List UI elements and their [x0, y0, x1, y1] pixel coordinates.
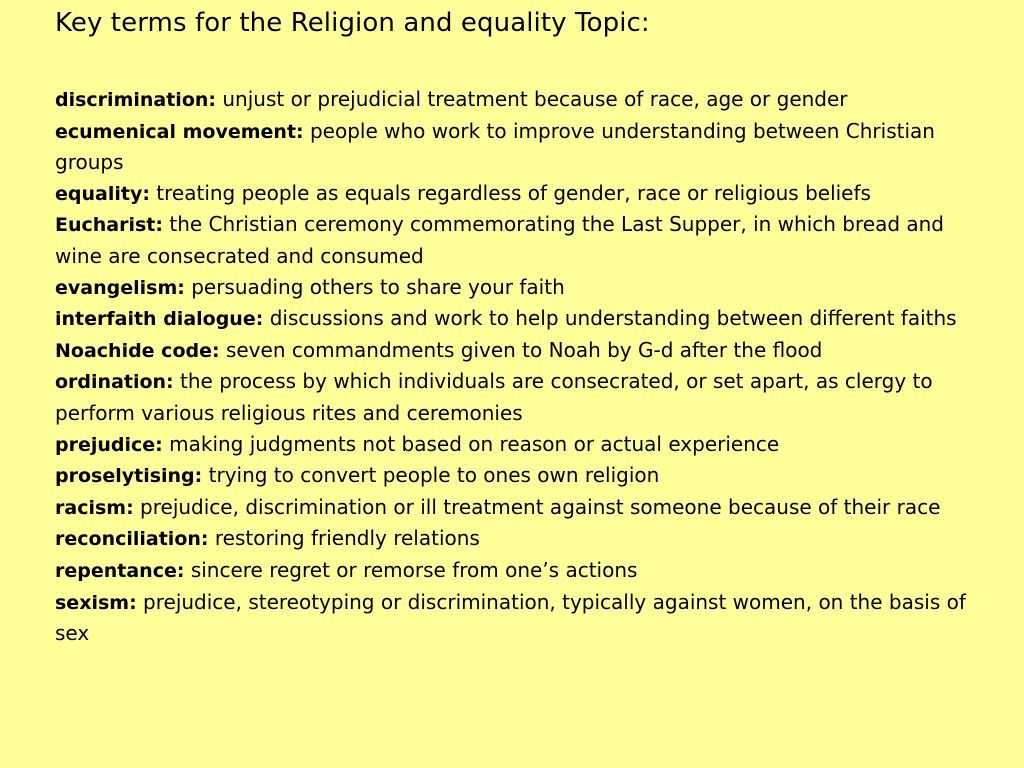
term-definition: treating people as equals regardless of gender, race or religious beliefs	[156, 180, 871, 205]
term-word: ordination:	[55, 371, 174, 394]
key-terms-list	[55, 84, 984, 649]
term-entry-discrimination	[55, 84, 984, 116]
term-word: interfaith dialogue:	[55, 308, 264, 331]
term-entry-reconciliation	[55, 523, 984, 555]
term-entry-sexism	[55, 587, 984, 649]
term-definition: the process by which individuals are consecrated, or set apart, as clergy to perform various religious rites and ceremonies	[55, 369, 933, 425]
term-definition: the Christian ceremony commemorating the Last Supper, in which bread and wine are consecrated and consumed	[55, 212, 944, 268]
term-entry-noachide-code	[55, 335, 984, 367]
term-word: equality:	[55, 182, 150, 205]
term-word: evangelism:	[55, 276, 185, 299]
term-definition: seven commandments given to Noah by G-d after the flood	[225, 337, 823, 362]
term-definition: sincere regret or remorse from one’s actions	[190, 557, 638, 582]
term-word: Eucharist:	[55, 214, 163, 237]
term-entry-racism	[55, 492, 984, 524]
term-entry-proselytising	[55, 460, 984, 492]
term-word: ecumenical movement:	[55, 120, 304, 143]
term-definition: restoring friendly relations	[214, 526, 480, 551]
term-entry-eucharist	[55, 209, 984, 271]
term-entry-ecumenical-movement	[55, 116, 984, 178]
term-word: Noachide code:	[55, 339, 220, 362]
term-word: proselytising:	[55, 465, 203, 488]
term-entry-evangelism	[55, 272, 984, 304]
term-definition: prejudice, stereotyping or discrimination, typically against women, on the basis of sex	[55, 589, 966, 646]
term-definition: trying to convert people to ones own religion	[208, 463, 660, 488]
slide-title: Key terms for the Religion and equality Topic:	[55, 8, 650, 38]
term-word: discrimination:	[55, 89, 216, 111]
term-word: racism:	[55, 496, 134, 519]
term-word: reconciliation:	[55, 528, 209, 551]
term-definition: discussions and work to help understanding between different faiths	[269, 306, 957, 331]
term-entry-ordination	[55, 366, 984, 428]
term-word: repentance:	[55, 559, 185, 582]
term-entry-prejudice	[55, 429, 984, 461]
term-word: prejudice:	[55, 433, 163, 456]
term-definition: making judgments not based on reason or actual experience	[169, 431, 780, 456]
term-definition: unjust or prejudicial treatment because of race, age or gender	[222, 87, 848, 111]
term-word: sexism:	[55, 591, 137, 614]
term-entry-interfaith-dialogue	[55, 303, 984, 335]
term-entry-equality	[55, 178, 984, 210]
term-entry-repentance	[55, 555, 984, 587]
term-definition: prejudice, discrimination or ill treatment against someone because of their race	[140, 494, 941, 519]
term-definition: persuading others to share your faith	[191, 274, 565, 299]
term-definition: people who work to improve understanding between Christian groups	[55, 118, 935, 175]
